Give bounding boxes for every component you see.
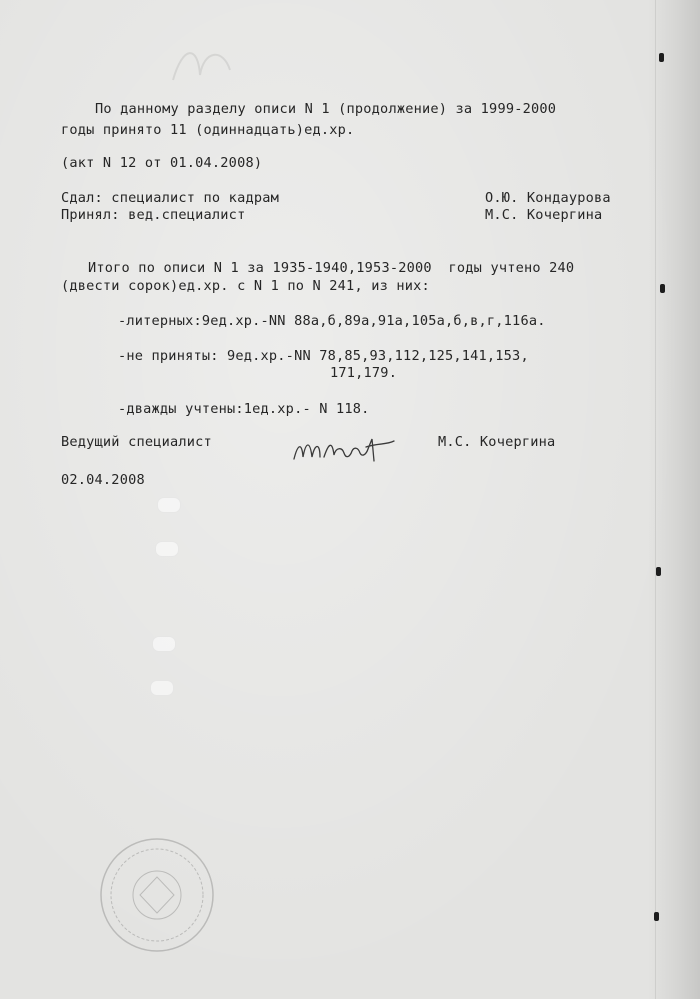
not-accepted-line-2: 171,179. — [330, 365, 398, 381]
faint-seal-mark — [155, 541, 179, 557]
document-date: 02.04.2008 — [61, 472, 145, 488]
faint-seal-mark — [150, 680, 174, 696]
received-name: М.С. Кочергина — [485, 207, 603, 223]
literal-items: -литерных:9ед.хр.-NN 88а,б,89а,91а,105а,б,в,г,116а. — [118, 313, 546, 329]
total-line-1: Итого по описи N 1 за 1935-1940,1953-2000 годы учтено 240 — [88, 260, 575, 276]
total-line-2: (двести сорок)ед.хр. с N 1 по N 241, из них: — [61, 278, 430, 294]
act-reference: (акт N 12 от 01.04.2008) — [61, 155, 263, 171]
received-role: Принял: вед.специалист — [61, 207, 246, 223]
counted-twice: -дважды учтены:1ед.хр.- N 118. — [118, 401, 370, 417]
binding-hole-mark — [656, 567, 661, 576]
accepted-line-1: По данному разделу описи N 1 (продолжение) за 1999-2000 — [95, 101, 557, 117]
handed-over-role: Сдал: специалист по кадрам — [61, 190, 279, 206]
binding-hole-mark — [659, 53, 664, 62]
faint-seal-mark — [152, 636, 176, 652]
accepted-line-2: годы принято 11 (одиннадцать)ед.хр. — [61, 122, 355, 138]
lead-specialist-name: М.С. Кочергина — [438, 434, 556, 450]
binding-hole-mark — [660, 284, 665, 293]
faint-pencil-mark — [168, 40, 238, 90]
faded-round-stamp — [95, 835, 220, 955]
not-accepted-line-1: -не приняты: 9ед.хр.-NN 78,85,93,112,125,141,153, — [118, 348, 529, 364]
handed-over-name: О.Ю. Кондаурова — [485, 190, 611, 206]
handwritten-signature — [290, 433, 400, 467]
page-fold-line — [655, 0, 656, 999]
lead-specialist-title: Ведущий специалист — [61, 434, 212, 450]
binding-hole-mark — [654, 912, 659, 921]
faint-seal-mark — [157, 497, 181, 513]
